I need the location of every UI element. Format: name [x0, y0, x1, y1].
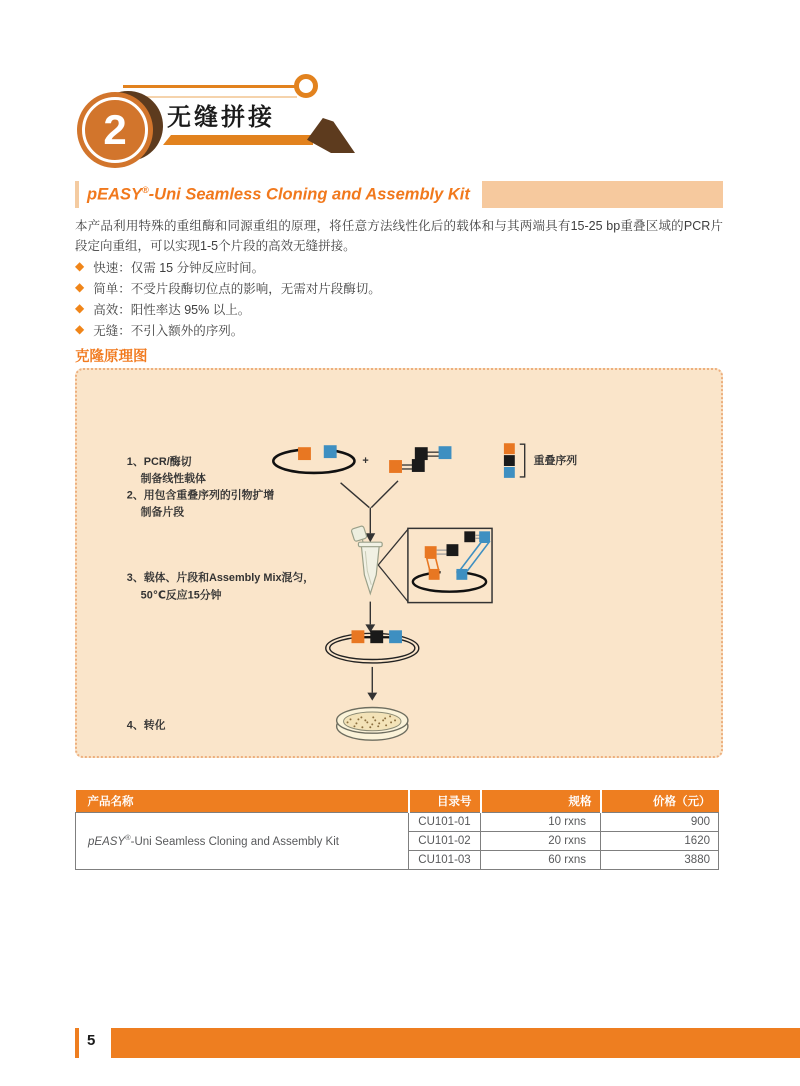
- svg-text:制备线性载体: 制备线性载体: [140, 472, 206, 485]
- table-row: [76, 812, 719, 831]
- pricing-table: [75, 790, 719, 870]
- assembled-plasmid-icon: [326, 630, 419, 663]
- footer-accent-tick: [75, 1028, 79, 1058]
- diagram-heading: 克隆原理图: [75, 349, 148, 365]
- arrow-icon: [307, 118, 355, 153]
- tube-icon: [351, 526, 382, 594]
- product-name-cell: [76, 812, 409, 869]
- product-title-brand: pEASY: [87, 185, 143, 204]
- diagram-svg: [77, 370, 721, 756]
- list-item: [75, 258, 723, 279]
- overlap-orange-square: [389, 460, 402, 473]
- size: 20 rxns: [481, 831, 601, 850]
- header-fill-block: [482, 181, 723, 208]
- svg-text:3、载体、片段和Assembly Mix混匀，: 3、载体、片段和Assembly Mix混匀，: [126, 571, 315, 584]
- overlap-blue-square: [439, 446, 452, 459]
- list-item: [75, 300, 723, 321]
- petri-dish-icon: [337, 708, 408, 741]
- chapter-number-badge: [77, 92, 153, 168]
- diamond-bullet-icon: ◆: [75, 259, 85, 273]
- product-name-rest: -Uni Seamless Cloning and Assembly Kit: [130, 835, 339, 848]
- pcr-fragment-b: [427, 452, 441, 456]
- svg-text:1、PCR/酶切: 1、PCR/酶切: [126, 456, 192, 469]
- header-accent-bar: [75, 181, 79, 208]
- col-catalog-no: 目录号: [409, 790, 481, 812]
- catalog-no: CU101-03: [409, 850, 481, 869]
- table-header-row: [76, 790, 719, 812]
- svg-text:2、用包含重叠序列的引物扩增: 2、用包含重叠序列的引物扩增: [126, 489, 275, 502]
- feature-text: 无缝：不引入额外的序列。: [93, 324, 244, 338]
- orange-strand: [427, 558, 439, 570]
- diamond-bullet-icon: ◆: [75, 280, 85, 294]
- arrowhead: [367, 693, 377, 701]
- footer-bar: [111, 1028, 800, 1058]
- price: 900: [601, 812, 719, 831]
- step-3-label: [127, 570, 314, 602]
- page-number: 5: [87, 1032, 96, 1049]
- chapter-title: 无缝拼接: [167, 104, 275, 131]
- diamond-bullet-icon: ◆: [75, 322, 85, 336]
- col-price: 价格（元）: [601, 790, 719, 812]
- registered-mark: ®: [125, 833, 131, 843]
- feature-text: 高效：阳性率达 95% 以上。: [93, 303, 251, 317]
- overlap-black-square: [415, 447, 428, 460]
- step-4-label: 4、转化: [126, 719, 166, 732]
- overlap-legend: [504, 443, 577, 478]
- list-item: [75, 279, 723, 300]
- banner-bar: [163, 135, 313, 145]
- svg-text:重叠序列: 重叠序列: [533, 455, 578, 468]
- cloning-principle-diagram: [75, 368, 723, 758]
- product-brand: pEASY: [88, 835, 126, 848]
- list-item: [75, 321, 723, 342]
- feature-text: 快速：仅需 15 分钟反应时间。: [93, 261, 265, 275]
- linear-vector-icon: [273, 443, 354, 473]
- chapter-header: [75, 80, 375, 175]
- size: 10 rxns: [481, 812, 601, 831]
- product-title: [87, 185, 470, 205]
- svg-text:50℃反应15分钟: 50℃反应15分钟: [140, 589, 222, 602]
- price: 3880: [601, 850, 719, 869]
- ring-icon: [294, 74, 318, 98]
- catalog-no: CU101-01: [409, 812, 481, 831]
- overlap-black-square: [412, 459, 425, 472]
- intro-paragraph: 本产品利用特殊的重组酶和同源重组的原理，将任意方法线性化后的载体和与其两端具有15-25 bp重叠区域的PCR片段定向重组，可以实现1-5个片段的高效无缝拼接。: [75, 219, 723, 253]
- registered-mark: ®: [142, 184, 149, 195]
- step-1-2-label: [127, 454, 275, 518]
- zoom-callout: [378, 528, 492, 602]
- diamond-bullet-icon: ◆: [75, 301, 85, 315]
- col-size: 规格: [481, 790, 601, 812]
- product-title-rest: -Uni Seamless Cloning and Assembly Kit: [148, 185, 470, 204]
- size: 60 rxns: [481, 850, 601, 869]
- catalog-no: CU101-02: [409, 831, 481, 850]
- product-section-header: [75, 181, 723, 208]
- converge-lines: [341, 481, 398, 533]
- chapter-number: 2: [103, 106, 127, 153]
- plus-sign: +: [362, 455, 369, 468]
- feature-list: [75, 258, 723, 342]
- col-product-name: 产品名称: [76, 790, 409, 812]
- feature-text: 简单：不受片段酶切位点的影响，无需对片段酶切。: [93, 282, 381, 296]
- decorative-line: [123, 85, 298, 88]
- price: 1620: [601, 831, 719, 850]
- svg-text:制备片段: 制备片段: [140, 506, 185, 519]
